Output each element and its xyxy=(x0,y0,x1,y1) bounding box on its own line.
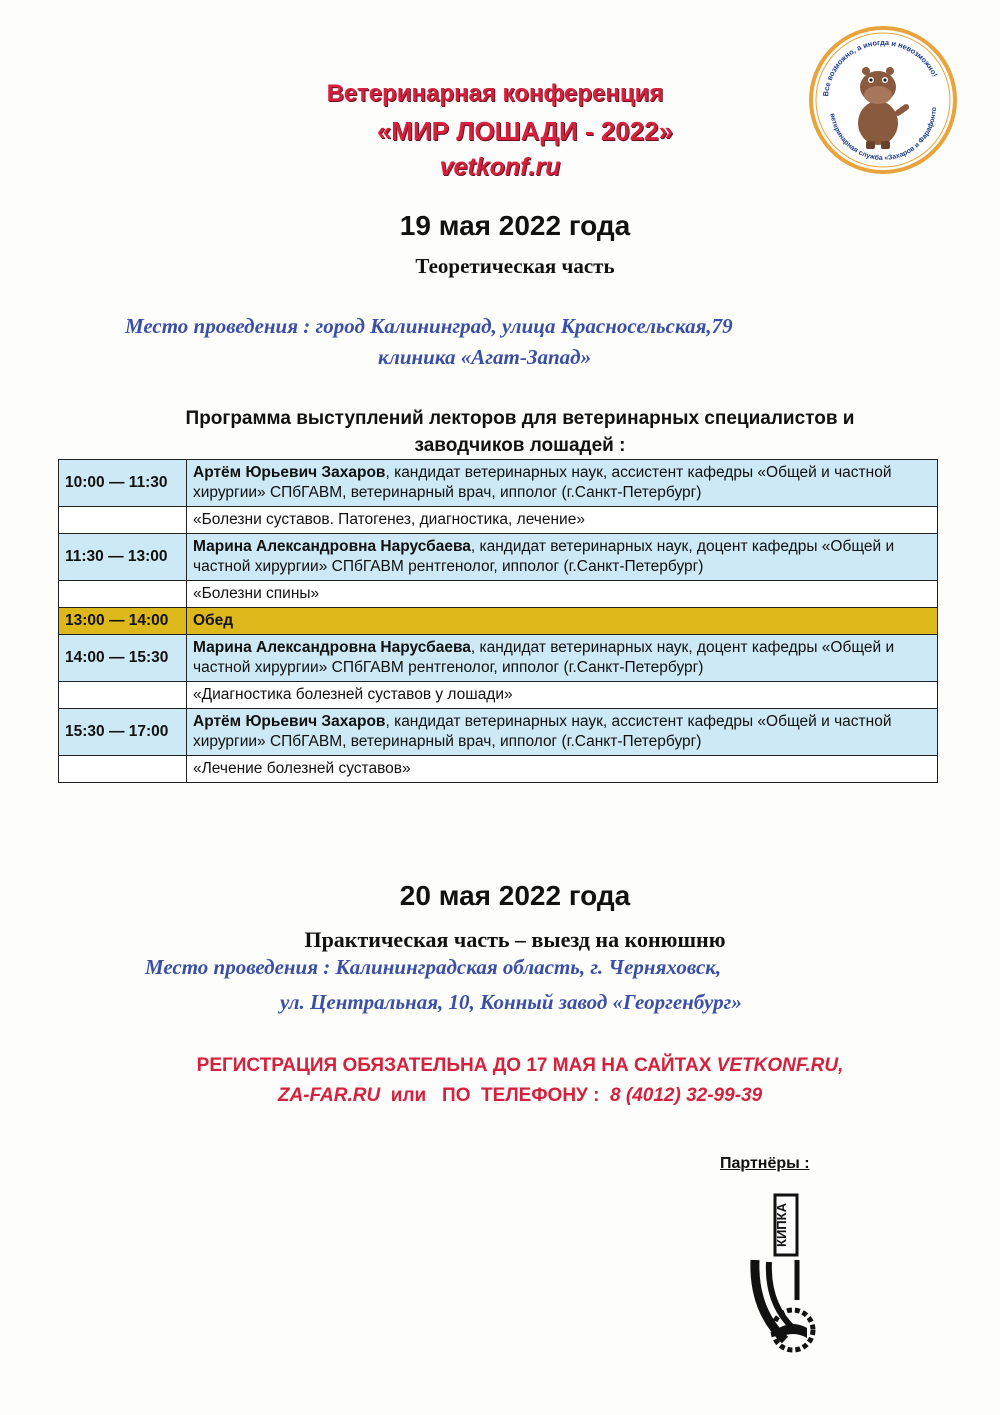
schedule-row-topic xyxy=(59,756,938,783)
day1-part: Теоретическая часть xyxy=(415,254,615,278)
speaker-details: , кандидат ветеринарных наук, ассистент кафедры «Общей и частной хирургии» СПбГАВМ, ветеринарный врач, ипполог (г.Санкт-Петербург) xyxy=(193,464,892,501)
speaker-details: , кандидат ветеринарных наук, доцент кафедры «Общей и частной хирургии» СПбГАВМ рентгенолог, ипполог (г.Санкт-Петербург) xyxy=(193,639,895,676)
lunch-label: Обед xyxy=(187,608,938,635)
emblem-ring-text-inner: ветеринарная служба «Захаров и Фарафонто xyxy=(828,106,939,163)
partner-logo-text: КИПКА xyxy=(774,1203,789,1247)
speaker-cell xyxy=(187,709,938,756)
registration-line2 xyxy=(100,1085,940,1107)
emblem-ring-text-outer: Все возможно, а иногда и невозможно! xyxy=(821,37,940,97)
schedule-row-speaker xyxy=(59,460,938,507)
schedule-row-topic xyxy=(59,581,938,608)
conference-website[interactable]: vetkonf.ru xyxy=(439,153,561,181)
speaker-details: , кандидат ветеринарных наук, ассистент кафедры «Общей и частной хирургии» СПбГАВМ, ветеринарный врач, ипполог (г.Санкт-Петербург) xyxy=(193,713,892,750)
schedule-row-lunch xyxy=(59,608,938,635)
speaker-name: Артём Юрьевич Захаров xyxy=(193,464,386,481)
registration-phone[interactable]: 8 (4012) 32-99-39 xyxy=(610,1085,763,1106)
empty-cell xyxy=(59,507,187,534)
speaker-name: Артём Юрьевич Захаров xyxy=(193,713,386,730)
time-slot: 15:30 — 17:00 xyxy=(59,709,187,756)
registration-site1[interactable]: VETKONF.RU, xyxy=(716,1055,844,1076)
time-slot: 11:30 — 13:00 xyxy=(59,534,187,581)
time-slot: 14:00 — 15:30 xyxy=(59,635,187,682)
speaker-details: , кандидат ветеринарных наук, доцент кафедры «Общей и частной хирургии» СПбГАВМ рентгенолог, ипполог (г.Санкт-Петербург) xyxy=(193,538,895,575)
speaker-cell xyxy=(187,635,938,682)
day1-venue-line1: Место проведения : город Калининград, улица Красносельская,79 xyxy=(125,314,733,338)
time-slot: 13:00 — 14:00 xyxy=(59,608,187,635)
schedule-row-speaker xyxy=(59,635,938,682)
program-heading-line2: заводчиков лошадей : xyxy=(414,435,626,456)
schedule-row-speaker xyxy=(59,534,938,581)
speaker-cell xyxy=(187,460,938,507)
empty-cell xyxy=(59,581,187,608)
talk-topic: «Лечение болезней суставов» xyxy=(187,756,938,783)
speaker-name: Марина Александровна Нарусбаева xyxy=(193,639,471,656)
day2-part: Практическая часть – выезд на конюшню xyxy=(304,927,726,952)
talk-topic: «Болезни суставов. Патогенез, диагностика, лечение» xyxy=(187,507,938,534)
schedule-row-speaker xyxy=(59,709,938,756)
empty-cell xyxy=(59,756,187,783)
schedule-row-topic xyxy=(59,507,938,534)
day2-venue-line2: ул. Центральная, 10, Конный завод «Георгенбург» xyxy=(280,990,742,1014)
day2-date: 20 мая 2022 года xyxy=(399,880,631,911)
speaker-name: Марина Александровна Нарусбаева xyxy=(193,538,471,555)
gear-book-emblem-icon xyxy=(745,1190,835,1355)
day1-venue-line2: клиника «Агат-Запад» xyxy=(378,345,592,369)
program-heading xyxy=(100,405,940,459)
schedule-table xyxy=(58,459,938,783)
conference-title: Ветеринарная конференция xyxy=(326,80,664,107)
time-slot: 10:00 — 11:30 xyxy=(59,460,187,507)
program-heading-line1: Программа выступлений лекторов для ветеринарных специалистов и xyxy=(185,408,855,429)
conference-name: «МИР ЛОШАДИ - 2022» xyxy=(376,116,674,146)
day1-date: 19 мая 2022 года xyxy=(399,210,631,241)
talk-topic: «Диагностика болезней суставов у лошади» xyxy=(187,682,938,709)
registration-text: РЕГИСТРАЦИЯ ОБЯЗАТЕЛЬНА ДО 17 МАЯ НА САЙТАХ xyxy=(196,1055,717,1076)
partners-label: Партнёры : xyxy=(720,1155,810,1172)
hippo-mascot-emblem-icon xyxy=(808,25,958,175)
speaker-cell xyxy=(187,534,938,581)
day2-venue-line1: Место проведения : Калининградская область, г. Черняховск, xyxy=(145,955,722,979)
registration-or-phone: или ПО ТЕЛЕФОНУ : xyxy=(380,1085,611,1106)
empty-cell xyxy=(59,682,187,709)
registration-line1 xyxy=(100,1055,940,1077)
talk-topic: «Болезни спины» xyxy=(187,581,938,608)
schedule-row-topic xyxy=(59,682,938,709)
registration-site2[interactable]: ZA-FAR.RU xyxy=(277,1085,381,1106)
